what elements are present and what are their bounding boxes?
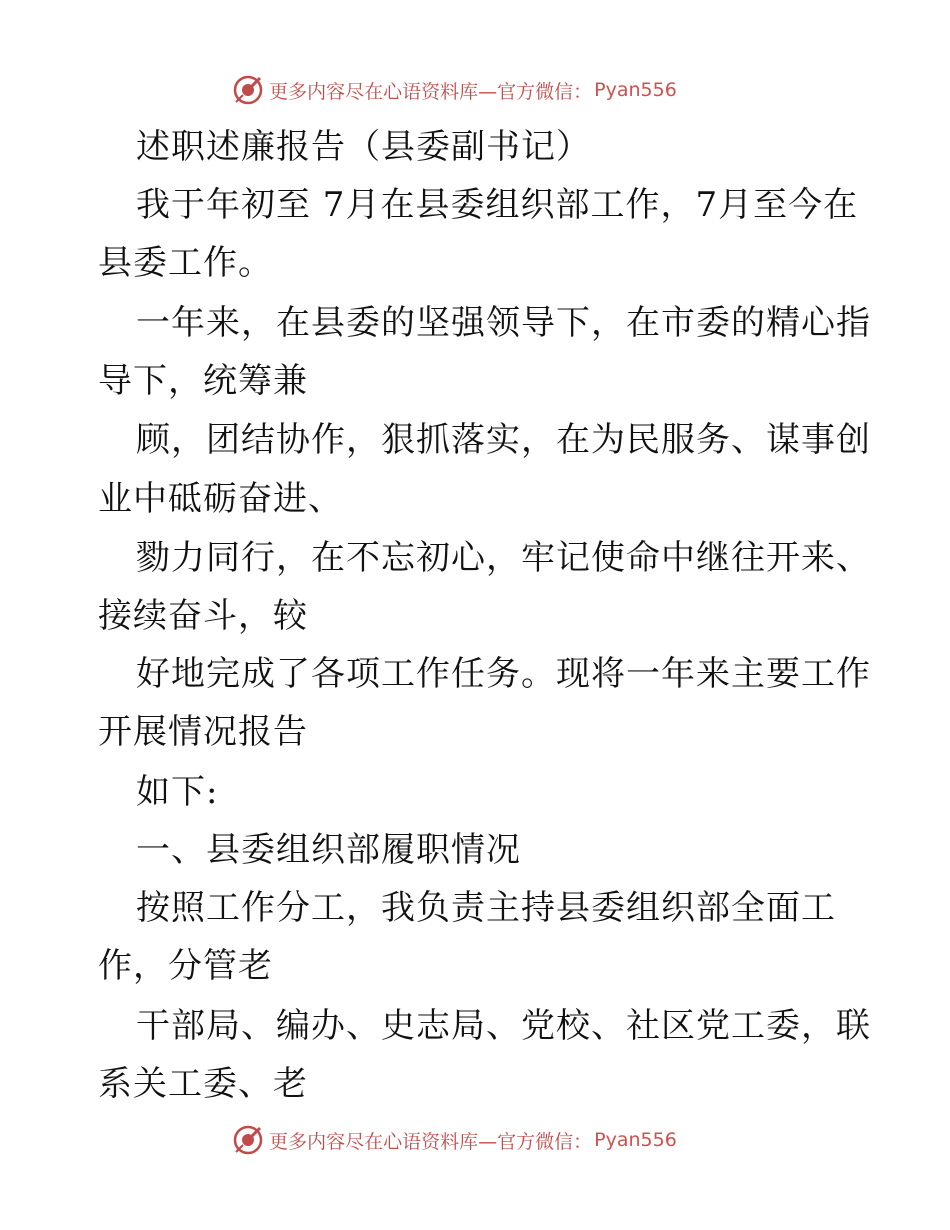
paragraph-line: 干部局、编办、史志局、党校、社区党工委，联 bbox=[136, 1006, 871, 1046]
watermark-account: Pyan556 bbox=[594, 1129, 677, 1151]
section-heading: 一、县委组织部履职情况 bbox=[136, 830, 521, 870]
paragraph-line: 县委工作。 bbox=[98, 243, 273, 283]
paragraph-line: 作，分管老 bbox=[98, 946, 273, 986]
paragraph-line: 一年来，在县委的坚强领导下，在市委的精心指 bbox=[136, 303, 871, 343]
paragraph-line: 好地完成了各项工作任务。现将一年来主要工作 bbox=[136, 654, 871, 694]
paragraph-line: 系关工委、老 bbox=[98, 1064, 308, 1104]
document-title: 述职述廉报告（县委副书记） bbox=[136, 127, 591, 167]
pen-logo-icon bbox=[233, 1125, 263, 1155]
watermark-header bbox=[0, 70, 950, 110]
pen-logo-icon bbox=[233, 75, 263, 105]
paragraph-line: 我于年初至 7月在县委组织部工作，7月至今在 bbox=[136, 185, 859, 225]
paragraph-line: 勠力同行，在不忘初心，牢记使命中继往开来、 bbox=[136, 538, 871, 578]
paragraph-line: 顾，团结协作，狠抓落实，在为民服务、谋事创 bbox=[136, 420, 871, 460]
paragraph-line: 业中砥砺奋进、 bbox=[98, 479, 343, 519]
paragraph-line: 接续奋斗，较 bbox=[98, 596, 308, 636]
paragraph-line: 如下: bbox=[136, 772, 219, 812]
watermark-text: 更多内容尽在心语资料库—官方微信： bbox=[269, 80, 593, 103]
paragraph-line: 按照工作分工，我负责主持县委组织部全面工 bbox=[136, 888, 836, 928]
paragraph-line: 开展情况报告 bbox=[98, 712, 308, 752]
watermark-text: 更多内容尽在心语资料库—官方微信： bbox=[269, 1130, 593, 1153]
watermark-footer bbox=[0, 1120, 950, 1160]
paragraph-line: 导下，统筹兼 bbox=[98, 361, 308, 401]
watermark-account: Pyan556 bbox=[594, 79, 677, 101]
